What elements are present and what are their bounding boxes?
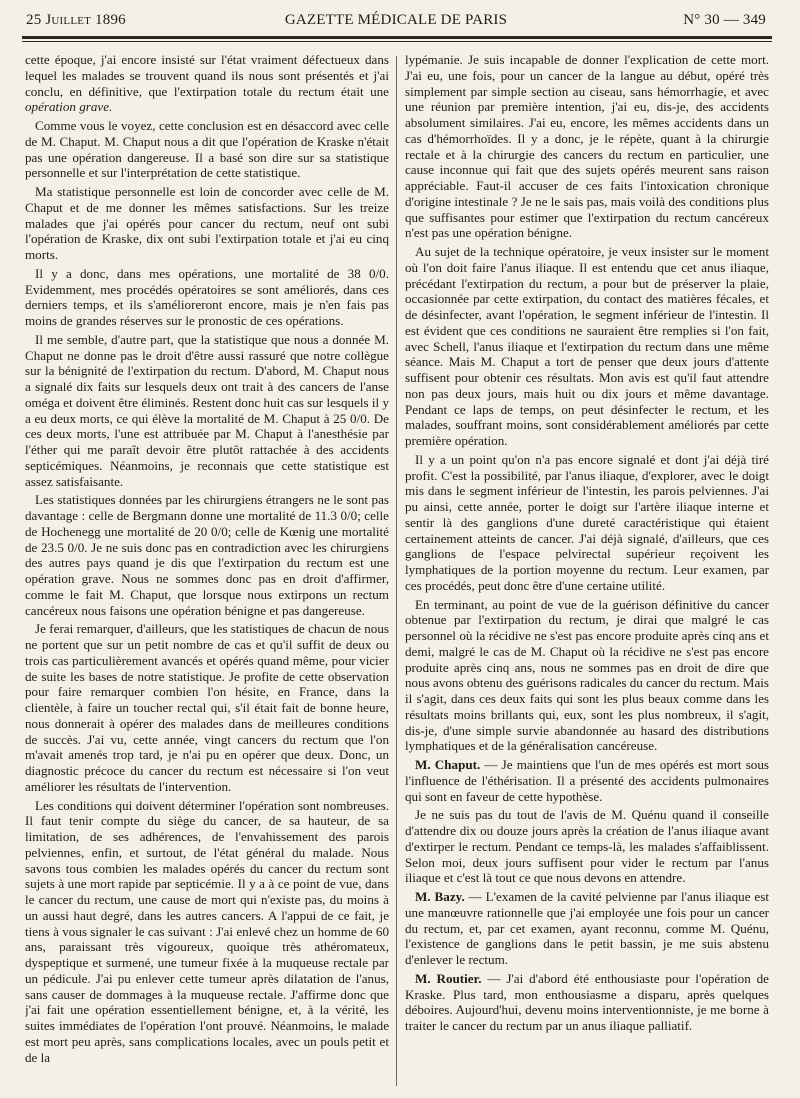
issue-page-number: N° 30 — 349 <box>683 12 766 28</box>
header-date-day: 25 <box>26 12 42 28</box>
paragraph-text: Les statistiques données par les chirurgiens étrangers ne le sont pas davantage : celle de Bergmann donne une mortalité de 11.3 0/0; celle de Hochenegg une mortalité de 20 0/0; celle de Kœnig une mortalité de 23.5 0/0. Je ne suis donc pas en contradiction avec les chirurgiens des autres pays quand je dis que l'extirpation du rectum est une opération grave. Nous ne sommes donc pas en droit d'affirmer, comme le fait M. Chaput, que lorsque nous extirpons un rectum cancéreux nous faisons une opération bénigne et pas dangereuse. <box>25 492 389 618</box>
paragraph-text: cette époque, j'ai encore insisté sur l'état vraiment défectueux dans lequel les malades se trouvent quand ils nous sont présentés et j'ai conclu, en définitive, que l'extirpation totale du rectum était une <box>25 52 389 99</box>
paragraph-text: Il me semble, d'autre part, que la statistique que nous a donnée M. Chaput ne donne pas le droit d'être aussi rassuré que notre collègue sur la bénignité de l'extirpation du rectum. D'abord, M. Chaput nous a signalé dix faits sur lesquels deux ont trait à des cancers de l'anse oméga et doivent être éliminés. Restent donc huit cas sur lesquels il y a eu deux morts, ce qui élève la mortalité de M. Chaput à 25 0/0. De ces deux morts, l'une est attribuée par M. Chaput à l'anesthésie par l'éther qui me paraît devoir être plutôt rattachée à des accidents septicémiques. Néanmoins, je reconnais que cette statistique est assez satisfaisante. <box>25 331 389 489</box>
paragraph <box>25 266 389 329</box>
paragraph-text: Au sujet de la technique opératoire, je veux insister sur le moment où l'on doit faire l'anus iliaque. Il est entendu que cet anus iliaque, précédant l'extirpation du rectum, a pour but de préserver la plaie, occasionnée par cette extirpation, du contact des matières fécales, et de désinfecter, avant l'opération, le segment inférieur de l'intestin. Il est évident que ces conditions ne sauraient être remplies si l'on fait, avec Schell, l'anus iliaque et l'extirpation du rectum dans une même séance. Mais M. Chaput a tort de penser que deux jours d'attente suffisent pour obtenir ces résultats. Mon avis est qu'il faut attendre non pas deux jours, mais huit ou dix jours et même davantage. Pendant ce laps de temps, on peut désinfecter le rectum, et les malades, souffrant moins, sont considérablement améliorés par cette première opération. <box>405 244 769 448</box>
speaker-name: M. Routier. <box>415 970 482 986</box>
paragraph <box>405 244 769 449</box>
paragraph <box>25 332 389 490</box>
column-divider <box>396 56 397 1086</box>
header-rule <box>22 36 772 42</box>
paragraph-text: Je ne suis pas du tout de l'avis de M. Quénu quand il conseille d'attendre dix ou douze jours après la création de l'anus iliaque avant d'extirper le rectum. Pendant ce temps-là, les malades s'affaiblissent. Selon moi, deux jours suffisent pour vider le rectum par l'anus iliaque et c'est là tout ce que nous devons en attendre. <box>405 807 769 886</box>
paragraph <box>405 807 769 886</box>
header-date-year: 1896 <box>95 12 126 28</box>
paragraph-text: Ma statistique personnelle est loin de concorder avec celle de M. Chaput et de me donner les mêmes satisfactions. Sur les treize malades que j'ai opérés pour cancer du rectum, neuf ont subi l'opération de Kraske, dix ont subi l'extirpation totale et j'ai eu cinq morts. <box>25 184 389 262</box>
speaker-name: M. Chaput. <box>415 757 481 772</box>
paragraph <box>405 452 769 594</box>
paragraph <box>405 757 769 804</box>
paragraph-text: Comme vous le voyez, cette conclusion est en désaccord avec celle de M. Chaput. M. Chaput nous a dit que l'opération de Kraske n'était pas une opération dangereuse. Il a basé son dire sur sa statistique personnelle et sur l'interprétation de cette statistique. <box>25 118 389 181</box>
journal-title: GAZETTE MÉDICALE DE PARIS <box>284 12 508 28</box>
paragraph <box>25 492 389 618</box>
paragraph <box>405 597 769 755</box>
header-date-month: Juillet <box>45 12 92 28</box>
paragraph-text: — J'ai d'abord été enthousiaste pour l'opération de Kraske. Plus tard, mon enthousiasme a disparu, après quelques déboires. Aujourd'hui, devenu moins interventionniste, je me borne à traiter le cancer du rectum par un anus iliaque palliatif. <box>405 970 769 1033</box>
paragraph <box>405 971 769 1034</box>
right-column <box>405 52 769 1092</box>
paragraph <box>25 621 389 794</box>
paragraph <box>25 118 389 181</box>
left-column <box>25 52 389 1092</box>
running-header <box>26 8 766 32</box>
paragraph-text: — Je maintiens que l'un de mes opérés est mort sous l'influence de l'éthérisation. Il a présenté des accidents pulmonaires qui sont en faveur de cette hypothèse. <box>405 757 769 804</box>
paragraph-text: lypémanie. Je suis incapable de donner l'explication de cette mort. J'ai eu, une fois, pour un cancer de la langue au début, opéré très simplement par simple section au ciseau, sans hémorrhagie, et avec une réunion par première intention, j'ai eu, dis-je, des accidents absolument similaires. J'ai eu, encore, les mêmes accidents dans un cas d'hémorrhoïdes. Il y a donc, je le répète, quant à la chirurgie rectale et à la chirurgie des cancers du rectum en particulier, une cause inconnue qui fait que des sujets opérés meurent sans raison appréciable. Faut-il accuser de ces faits l'intoxication chronique d'origine intestinale ? Je ne le sais pas, mais voilà des conditions plus que suffisantes pour estimer que l'extirpation du rectum cancéreux n'est pas une opération bénigne. <box>405 52 769 241</box>
paragraph <box>25 52 389 115</box>
speaker-name: M. Bazy. <box>415 889 465 904</box>
paragraph-text: Il y a un point qu'on n'a pas encore signalé et dont j'ai déjà tiré profit. C'est la possibilité, par l'anus iliaque, d'explorer, avec le doigt mis dans le segment inférieur de l'intestin, les parois pelviennes. J'ai pu ainsi, cette année, porter le doigt sur l'artère iliaque interne et sentir là des ganglions d'une dureté caractéristique qui étaient certainement atteints de cancer. J'ai déjà signalé, d'ailleurs, que ces ganglions de l'espace pelvirectal supérieur reçoivent les lymphatiques de la portion moyenne du rectum. Leur examen, par ces procédés, peut donc être d'une certaine utilité. <box>405 451 769 593</box>
emphasis-text: opération grave. <box>25 99 113 115</box>
paragraph-text: En terminant, au point de vue de la guérison définitive du cancer obtenue par l'extirpation du rectum, je dirai que malgré le cas personnel où la récidive ne s'est pas encore produite après cinq ans et demi, malgré le cas de M. Chaput où la récidive ne s'est pas encore produite après cinq ans, nous ne sommes pas en droit de dire que nous avons obtenu des guérisons radicales du cancer du rectum. Mais il s'agit, dans ces deux faits qui sont les plus beaux comme dans les résultats moins brillants qui, eux, sont les plus nombreux, il s'agit, dis-je, d'une simple survie abandonnée au hasard des distributions lymphatiques et de la généralisation cancéreuse. <box>405 596 769 754</box>
paragraph-text: Je ferai remarquer, d'ailleurs, que les statistiques de chacun de nous ne portent que sur un petit nombre de cas et qu'il suffit de deux ou trois cas particulièrement avancés et opérés quand même, pour vicier de suite les bases de notre statistique. Je profite de cette observation pour faire remarquer combien l'on hésite, en France, dans la clientèle, à faire un toucher rectal qui, s'il était fait de bonne heure, nous donnerait à opérer des malades dans de meilleures conditions de succès. J'ai vu, cette année, vingt cancers du rectum que l'on m'avait amenés trop tard, je n'ai pu en opérer que deux. Donc, un diagnostic précoce du cancer du rectum est nécessaire si l'on veut améliorer les résultats de l'intervention. <box>25 621 389 794</box>
paragraph <box>25 798 389 1066</box>
paragraph <box>25 184 389 263</box>
paragraph <box>405 889 769 968</box>
paragraph-text: — L'examen de la cavité pelvienne par l'anus iliaque est une manœuvre rationnelle que j'ai employée une fois pour un cancer du rectum, et, par cet examen, ayant reconnu, comme M. Quénu, l'existence de ganglions dans le petit bassin, je me suis abstenu d'enlever le rectum. <box>405 889 769 967</box>
paragraph-text: Il y a donc, dans mes opérations, une mortalité de 38 0/0. Evidemment, mes procédés opératoires se sont améliorés, dans ces derniers temps, et ils s'amélioreront encore, mais je n'en fais pas moins de grandes réserves sur le pronostic de ces opérations. <box>25 265 389 328</box>
paragraph <box>405 52 769 241</box>
paragraph-text: Les conditions qui doivent déterminer l'opération sont nombreuses. Il faut tenir compte du siège du cancer, de sa hauteur, de sa limitation, de ses adhérences, de l'envahissement des parois pelviennes, enfin, et surtout, de l'état général du malade. Nous savons tous combien les malades opérés du cancer du rectum sont sujets à une mort rapide par septicémie. Il y a à ce point de vue, dans le cancer du rectum, une cause de mort qui n'existe pas, du moins à un aussi haut degré, dans les autres cancers. A l'appui de ce fait, je tiens à vous signaler le cas suivant : J'ai enlevé chez un homme de 60 ans, paraissant très vigoureux, quoique très athéromateux, dyspeptique et surmené, une tumeur fixée à la muqueuse rectale par un pédicule. J'ai pu enlever cette tumeur après dilatation de l'anus, sans causer de dommages à la muqueuse rectale. J'affirme donc que j'ai fait une opération essentiellement bénigne, et, à la vérité, les suites immédiates de l'opération l'ont prouvé. Néanmoins, le malade est mort peu après, sans complications locales, avec un pouls petit et de la <box>25 797 389 1065</box>
